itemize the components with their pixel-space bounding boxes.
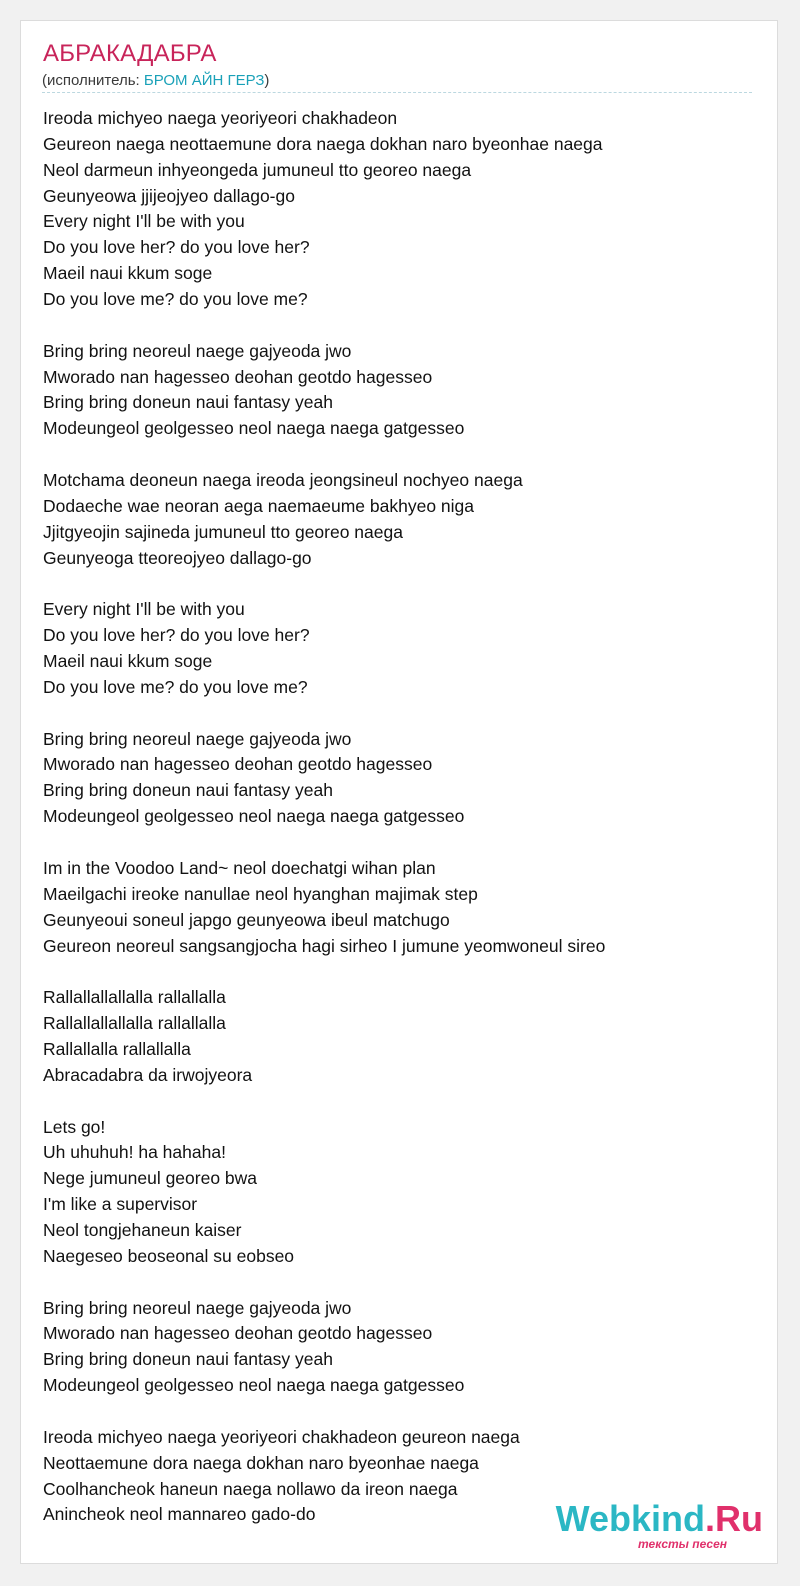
lyric-line: Every night I'll be with you <box>43 211 245 232</box>
lyric-line: Geunyeoui soneul japgo geunyeowa ibeul matchugo <box>43 909 450 930</box>
lyric-line: Modeungeol geolgesseo neol naega naega gatgesseo <box>43 806 465 827</box>
lyric-line: Dodaeche wae neoran aega naemaeume bakhyeo niga <box>43 495 475 516</box>
lyric-line: Rallallallallalla rallallalla <box>43 987 226 1008</box>
lyric-line: Lets go! <box>43 1116 106 1137</box>
song-title: АБРАКАДАБРА <box>43 40 217 67</box>
lyric-line: Do you love me? do you love me? <box>43 289 308 310</box>
lyric-line: Do you love me? do you love me? <box>43 676 308 697</box>
lyric-line: Geureon naega neottaemune dora naega dokhan naro byeonhae naega <box>43 133 603 154</box>
stanza-gap <box>43 313 763 339</box>
lyric-line: Im in the Voodoo Land~ neol doechatgi wihan plan <box>43 857 436 878</box>
lyrics-stanza <box>43 597 763 700</box>
lyrics-body <box>43 106 763 1528</box>
lyric-line: Maeil naui kkum soge <box>43 651 213 672</box>
lyric-line: Geunyeoga tteoreojyeo dallago-go <box>43 547 312 568</box>
lyric-line: Rallallallallalla rallallalla <box>43 1013 226 1034</box>
lyric-line: Uh uhuhuh! ha hahaha! <box>43 1142 226 1163</box>
lyric-line: Mworado nan hagesseo deohan geotdo hagesseo <box>43 754 433 775</box>
lyric-line: Do you love her? do you love her? <box>43 237 310 258</box>
lyrics-stanza <box>43 985 763 1088</box>
lyric-line: Modeungeol geolgesseo neol naega naega gatgesseo <box>43 1375 465 1396</box>
lyrics-stanza <box>43 856 763 959</box>
lyrics-stanza <box>43 727 763 830</box>
lyric-line: Mworado nan hagesseo deohan geotdo hagesseo <box>43 366 433 387</box>
lyric-line: Maeilgachi ireoke nanullae neol hyanghan majimak step <box>43 883 478 904</box>
stanza-gap <box>43 1270 763 1296</box>
lyric-line: Anincheok neol mannareo gado-do <box>43 1504 316 1525</box>
brand-tagline: тексты песен <box>638 1537 727 1551</box>
stanza-gap <box>43 959 763 985</box>
lyric-line: Bring bring neoreul naege gajyeoda jwo <box>43 1297 352 1318</box>
lyric-line: Every night I'll be with you <box>43 599 245 620</box>
artist-suffix: ) <box>264 72 270 89</box>
lyric-line: Jjitgyeojin sajineda jumuneul tto georeo naega <box>43 521 403 542</box>
stanza-gap <box>43 1089 763 1115</box>
lyric-line: Do you love her? do you love her? <box>43 625 310 646</box>
lyric-line: Geunyeowa jjijeojyeo dallago-go <box>43 185 295 206</box>
lyric-line: Bring bring doneun naui fantasy yeah <box>43 1349 333 1370</box>
lyric-line: Bring bring neoreul naege gajyeoda jwo <box>43 340 352 361</box>
lyric-line: Modeungeol geolgesseo neol naega naega gatgesseo <box>43 418 465 439</box>
lyric-line: Maeil naui kkum soge <box>43 263 213 284</box>
stanza-gap <box>43 571 763 597</box>
lyric-line: Naegeseo beoseonal su eobseo <box>43 1245 295 1266</box>
lyric-line: Bring bring doneun naui fantasy yeah <box>43 392 333 413</box>
lyrics-stanza <box>43 1296 763 1399</box>
lyrics-stanza <box>43 339 763 442</box>
lyric-line: Rallallalla rallallalla <box>43 1038 191 1059</box>
stanza-gap <box>43 701 763 727</box>
lyric-line: Ireoda michyeo naega yeoriyeori chakhadeon <box>43 108 398 128</box>
lyric-line: Bring bring doneun naui fantasy yeah <box>43 780 333 801</box>
stanza-gap <box>43 1399 763 1425</box>
lyric-line: Neol darmeun inhyeongeda jumuneul tto georeo naega <box>43 159 472 180</box>
stanza-gap <box>43 442 763 468</box>
lyric-line: Coolhancheok haneun naega nollawo da ireon naega <box>43 1478 458 1499</box>
lyrics-stanza <box>43 106 763 313</box>
lyric-line: Mworado nan hagesseo deohan geotdo hagesseo <box>43 1323 433 1344</box>
lyric-line: Neol tongjehaneun kaiser <box>43 1219 242 1240</box>
webkind-logo <box>555 1498 763 1553</box>
artist-line <box>42 72 269 90</box>
lyric-line: Neottaemune dora naega dokhan naro byeonhae naega <box>43 1452 479 1473</box>
lyric-line: Abracadabra da irwojyeora <box>43 1064 253 1085</box>
lyric-line: Geureon neoreul sangsangjocha hagi sirheo I jumune yeomwoneul sireo <box>43 935 606 956</box>
lyric-line: Motchama deoneun naega ireoda jeongsineul nochyeo naega <box>43 470 523 491</box>
lyrics-stanza <box>43 468 763 571</box>
lyrics-card <box>20 20 778 1564</box>
lyric-line: Ireoda michyeo naega yeoriyeori chakhadeon geureon naega <box>43 1426 520 1447</box>
lyric-line: I'm like a supervisor <box>43 1194 198 1215</box>
lyrics-stanza <box>43 1115 763 1270</box>
brand-name: Webkind <box>555 1498 705 1539</box>
artist-link[interactable]: БРОМ АЙН ГЕРЗ <box>143 72 265 89</box>
stanza-gap <box>43 830 763 856</box>
lyric-line: Bring bring neoreul naege gajyeoda jwo <box>43 728 352 749</box>
brand-wordmark <box>556 1499 763 1539</box>
header-divider <box>42 92 752 93</box>
artist-prefix: (исполнитель: <box>42 72 144 89</box>
lyric-line: Nege jumuneul georeo bwa <box>43 1168 258 1189</box>
brand-tld: .Ru <box>705 1498 763 1539</box>
